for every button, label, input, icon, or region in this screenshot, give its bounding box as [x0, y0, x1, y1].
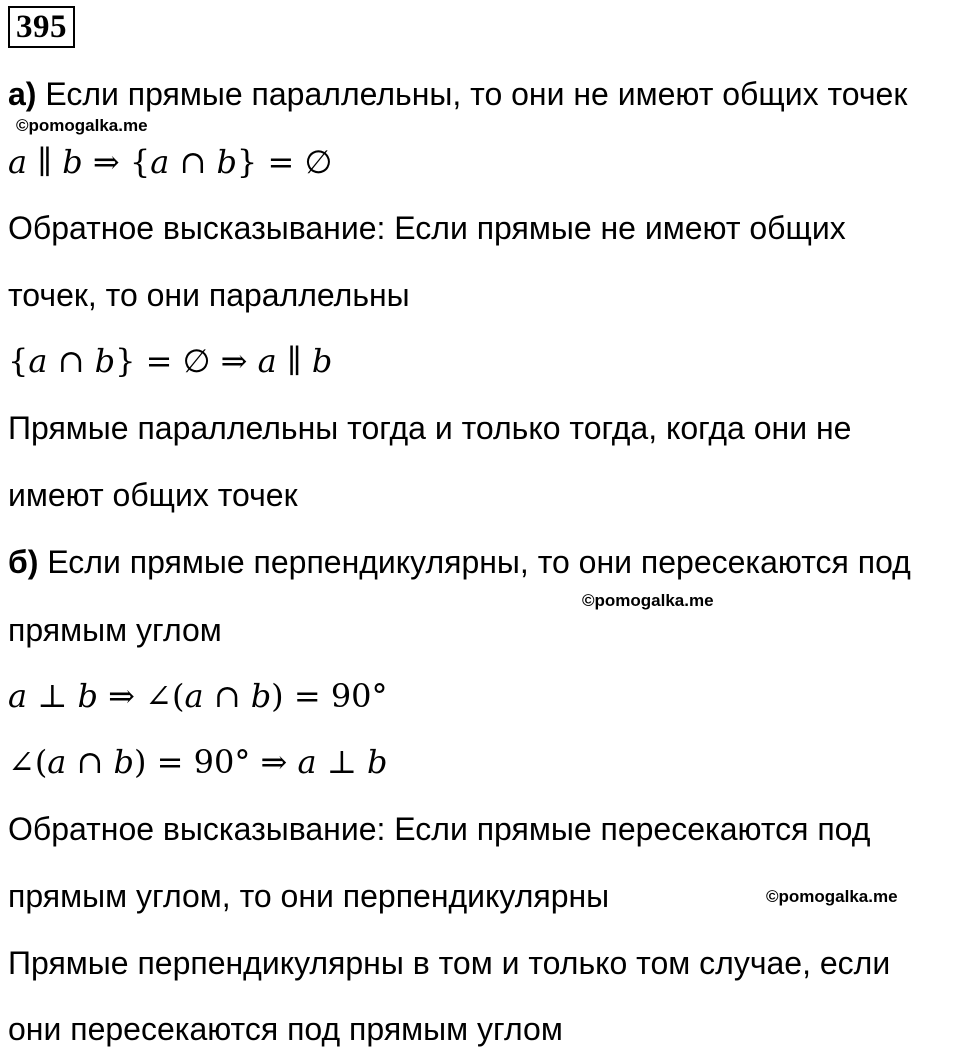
part-a-statement-text: Если прямые параллельны, то они не имеют общих точек — [36, 76, 908, 112]
part-b-statement-line-1 — [8, 542, 911, 582]
part-a-converse-line-1: Обратное высказывание: Если прямые не имеют общих — [8, 210, 846, 246]
part-b-formula-direct: a ⊥ b ⇒ ∠(a ∩ b) = 90° — [8, 677, 388, 715]
part-b-conclusion-line-2: они пересекаются под прямым углом — [8, 1011, 563, 1047]
part-b-formula-converse: ∠(a ∩ b) = 90° ⇒ a ⊥ b — [8, 743, 388, 781]
watermark: ©pomogalka.me — [16, 116, 148, 135]
watermark: ©pomogalka.me — [766, 887, 898, 906]
part-a-conclusion-line-1: Прямые параллельны тогда и только тогда, когда они не — [8, 410, 852, 446]
part-a-formula-converse: {a ∩ b} = ∅ ⇒ a ∥ b — [8, 342, 333, 380]
part-b-letter: б) — [8, 544, 39, 580]
part-a-letter: а) — [8, 76, 37, 112]
part-b-converse-line-1: Обратное высказывание: Если прямые пересекаются под — [8, 811, 871, 847]
watermark: ©pomogalka.me — [582, 591, 714, 610]
part-a-statement — [8, 74, 907, 114]
part-b-converse-line-2: прямым углом, то они перпендикулярны — [8, 878, 610, 914]
part-b-conclusion-line-1: Прямые перпендикулярны в том и только том случае, если — [8, 945, 891, 981]
problem-number-box: 395 — [8, 6, 75, 48]
part-b-statement-text: Если прямые перпендикулярны, то они пересекаются под — [38, 544, 911, 580]
part-a-conclusion-line-2: имеют общих точек — [8, 477, 298, 513]
part-a-formula-direct: a ∥ b ⇒ {a ∩ b} = ∅ — [8, 143, 333, 181]
part-b-statement-line-2: прямым углом — [8, 612, 222, 648]
part-a-converse-line-2: точек, то они параллельны — [8, 277, 410, 313]
